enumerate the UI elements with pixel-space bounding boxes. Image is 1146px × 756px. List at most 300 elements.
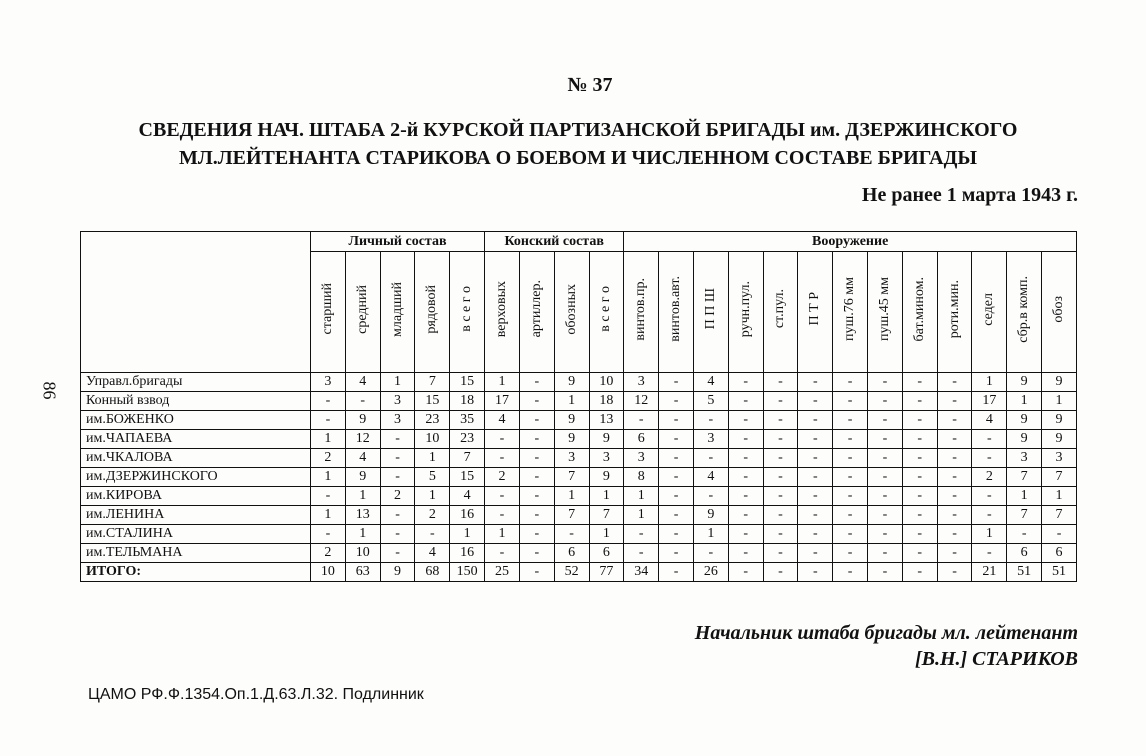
unit-name: им.ТЕЛЬМАНА	[81, 544, 311, 563]
unit-name: им.ДЗЕРЖИНСКОГО	[81, 468, 311, 487]
unit-name: им.ЧКАЛОВА	[81, 449, 311, 468]
table-cell: -	[693, 487, 728, 506]
table-cell: -	[763, 468, 798, 487]
table-cell: 1	[345, 487, 380, 506]
column-header	[972, 252, 1007, 373]
table-cell: -	[868, 449, 903, 468]
table-cell: -	[937, 449, 972, 468]
table-cell: 2	[485, 468, 520, 487]
table-cell: 15	[415, 392, 450, 411]
table-row	[81, 544, 1077, 563]
table-cell: -	[380, 525, 415, 544]
column-header-label: бат.мином.	[911, 276, 927, 342]
table-cell: -	[624, 411, 659, 430]
table-cell: -	[624, 525, 659, 544]
unit-header-cell	[81, 232, 311, 373]
table-cell: -	[519, 430, 554, 449]
column-header	[868, 252, 903, 373]
column-header	[380, 252, 415, 373]
table-cell: 8	[624, 468, 659, 487]
table-cell: 4	[693, 468, 728, 487]
table-cell: -	[728, 525, 763, 544]
table-cell: 2	[311, 449, 346, 468]
table-cell: -	[833, 468, 868, 487]
unit-name: Конный взвод	[81, 392, 311, 411]
table-row	[81, 487, 1077, 506]
table-cell: -	[519, 449, 554, 468]
table-cell: 1	[415, 449, 450, 468]
column-header-label: средний	[354, 284, 370, 334]
column-header	[450, 252, 485, 373]
table-cell: -	[902, 544, 937, 563]
table-cell: -	[519, 525, 554, 544]
table-cell: 3	[624, 373, 659, 392]
total-label: ИТОГО:	[81, 563, 311, 582]
total-row	[81, 563, 1077, 582]
table-cell: 6	[554, 544, 589, 563]
page-number: 86	[39, 381, 60, 400]
table-cell: -	[833, 449, 868, 468]
table-cell: -	[798, 468, 833, 487]
table-cell: 16	[450, 544, 485, 563]
table-cell: -	[728, 411, 763, 430]
column-header-label: старший	[319, 283, 335, 335]
table-cell: -	[868, 544, 903, 563]
table-cell: -	[311, 411, 346, 430]
table-cell: 4	[485, 411, 520, 430]
signature-block	[695, 620, 1078, 672]
column-header-label: седел	[981, 292, 997, 326]
table-cell: -	[937, 468, 972, 487]
table-cell: 63	[345, 563, 380, 582]
table-cell: 1	[311, 506, 346, 525]
column-header	[415, 252, 450, 373]
column-header-label: рядовой	[424, 284, 440, 334]
table-cell: -	[485, 544, 520, 563]
table-cell: 5	[693, 392, 728, 411]
table-cell: 9	[1007, 430, 1042, 449]
table-cell: 25	[485, 563, 520, 582]
table-group-header-row	[81, 232, 1077, 252]
table-cell: 17	[485, 392, 520, 411]
unit-name: им.СТАЛИНА	[81, 525, 311, 544]
table-cell: -	[763, 544, 798, 563]
table-cell: -	[937, 544, 972, 563]
table-cell: -	[833, 563, 868, 582]
table-cell: -	[659, 373, 694, 392]
table-cell: 9	[554, 373, 589, 392]
table-cell: -	[798, 525, 833, 544]
table-cell: 1	[450, 525, 485, 544]
column-header	[554, 252, 589, 373]
table-cell: -	[902, 392, 937, 411]
table-row	[81, 468, 1077, 487]
unit-name: им.ЧАПАЕВА	[81, 430, 311, 449]
table-cell: 3	[1007, 449, 1042, 468]
column-header-label: пуш.76 мм	[842, 277, 858, 341]
column-header	[937, 252, 972, 373]
table-cell: -	[485, 430, 520, 449]
table-cell: -	[380, 449, 415, 468]
table-cell: -	[763, 525, 798, 544]
table-cell: -	[311, 487, 346, 506]
column-header	[1007, 252, 1042, 373]
table-cell: -	[798, 392, 833, 411]
table-cell: -	[798, 487, 833, 506]
table-cell: -	[519, 468, 554, 487]
table-cell: 3	[380, 411, 415, 430]
table-cell: 1	[380, 373, 415, 392]
table-cell: -	[659, 392, 694, 411]
table-cell: 2	[972, 468, 1007, 487]
table-cell: -	[868, 392, 903, 411]
table-cell: 77	[589, 563, 624, 582]
table-cell: -	[902, 525, 937, 544]
table-cell: -	[763, 563, 798, 582]
table-cell: 21	[972, 563, 1007, 582]
table-row	[81, 373, 1077, 392]
table-cell: 4	[450, 487, 485, 506]
table-cell: -	[972, 506, 1007, 525]
table-cell: 52	[554, 563, 589, 582]
column-header-label: пуш.45 мм	[876, 277, 892, 341]
table-cell: -	[902, 411, 937, 430]
table-cell: -	[833, 544, 868, 563]
table-cell: 9	[1007, 373, 1042, 392]
table-cell: -	[833, 392, 868, 411]
table-cell: 34	[624, 563, 659, 582]
column-header-label: П Т Р	[807, 292, 823, 326]
column-header-label: сбр.в комп.	[1016, 275, 1032, 343]
table-cell: 16	[450, 506, 485, 525]
table-cell: 2	[311, 544, 346, 563]
table-cell: -	[519, 563, 554, 582]
table-cell: -	[798, 544, 833, 563]
column-header-label: ст.пул.	[772, 289, 788, 329]
brigade-composition-table	[80, 231, 1077, 582]
table-cell: 3	[589, 449, 624, 468]
table-cell: 3	[554, 449, 589, 468]
column-header	[833, 252, 868, 373]
table-cell: 13	[589, 411, 624, 430]
table-cell: 9	[693, 506, 728, 525]
table-cell: -	[868, 506, 903, 525]
table-cell: 1	[415, 487, 450, 506]
table-cell: -	[798, 449, 833, 468]
table-cell: -	[902, 449, 937, 468]
table-cell: -	[763, 411, 798, 430]
table-cell: -	[659, 468, 694, 487]
table-cell: 4	[972, 411, 1007, 430]
group-header-weapons: Вооружение	[624, 232, 1077, 252]
column-header	[519, 252, 554, 373]
table-cell: 23	[415, 411, 450, 430]
table-cell: 4	[345, 449, 380, 468]
table-cell: -	[972, 487, 1007, 506]
table-cell: 4	[693, 373, 728, 392]
table-cell: -	[728, 392, 763, 411]
column-header	[624, 252, 659, 373]
table-cell: -	[902, 468, 937, 487]
table-cell: 51	[1007, 563, 1042, 582]
table-cell: 150	[450, 563, 485, 582]
unit-name: им.ЛЕНИНА	[81, 506, 311, 525]
table-cell: 6	[1042, 544, 1077, 563]
table-cell: 12	[624, 392, 659, 411]
table-cell: 9	[554, 430, 589, 449]
table-cell: -	[380, 468, 415, 487]
table-cell: 4	[415, 544, 450, 563]
table-cell: -	[311, 392, 346, 411]
title-line-1: СВЕДЕНИЯ НАЧ. ШТАБА 2-й КУРСКОЙ ПАРТИЗАНСКОЙ БРИГАДЫ им. ДЗЕРЖИНСКОГО	[138, 119, 1018, 141]
table-cell: 18	[450, 392, 485, 411]
table-cell: -	[519, 487, 554, 506]
column-header-label: младший	[389, 281, 405, 337]
table-cell: -	[763, 373, 798, 392]
table-cell: 7	[554, 468, 589, 487]
column-header-label: П П Ш	[702, 288, 718, 330]
table-cell: -	[798, 411, 833, 430]
table-cell: -	[728, 430, 763, 449]
table-cell: -	[624, 544, 659, 563]
table-cell: -	[972, 430, 1007, 449]
table-cell: -	[659, 563, 694, 582]
table-cell: -	[868, 563, 903, 582]
group-header-horses: Конский состав	[485, 232, 624, 252]
table-cell: 9	[589, 430, 624, 449]
table-cell: -	[345, 392, 380, 411]
table-cell: -	[763, 487, 798, 506]
table-cell: -	[763, 506, 798, 525]
table-cell: -	[937, 373, 972, 392]
table-cell: 7	[589, 506, 624, 525]
column-header	[902, 252, 937, 373]
table-cell: -	[380, 506, 415, 525]
table-cell: -	[868, 468, 903, 487]
table-cell: -	[937, 392, 972, 411]
table-cell: -	[868, 411, 903, 430]
table-cell: 1	[345, 525, 380, 544]
table-cell: 3	[1042, 449, 1077, 468]
title-line-2: МЛ.ЛЕЙТЕНАНТА СТАРИКОВА О БОЕВОМ И ЧИСЛЕННОМ СОСТАВЕ БРИГАДЫ	[178, 147, 978, 169]
table-cell: -	[937, 506, 972, 525]
table-cell: -	[937, 487, 972, 506]
table-cell: 10	[589, 373, 624, 392]
column-header	[345, 252, 380, 373]
table-cell: -	[972, 544, 1007, 563]
table-cell: -	[833, 525, 868, 544]
column-header-label: обозных	[563, 283, 579, 335]
table-cell: 1	[972, 525, 1007, 544]
group-header-personnel: Личный состав	[311, 232, 485, 252]
table-cell: -	[659, 487, 694, 506]
table-cell: 1	[1042, 392, 1077, 411]
table-cell: -	[937, 563, 972, 582]
table-cell: -	[937, 411, 972, 430]
table-cell: -	[902, 506, 937, 525]
table-cell: -	[693, 411, 728, 430]
column-header-label: верховых	[493, 280, 509, 338]
table-cell: 1	[624, 506, 659, 525]
table-cell: -	[1007, 525, 1042, 544]
unit-name: им.БОЖЕНКО	[81, 411, 311, 430]
column-header	[311, 252, 346, 373]
table-body	[81, 373, 1077, 582]
table-cell: -	[659, 430, 694, 449]
table-cell: -	[728, 563, 763, 582]
table-cell: 2	[380, 487, 415, 506]
table-cell: -	[311, 525, 346, 544]
table-cell: 12	[345, 430, 380, 449]
table-cell: 1	[311, 430, 346, 449]
table-cell: -	[972, 449, 1007, 468]
table-cell: 9	[345, 411, 380, 430]
column-header-label: в с е г о	[598, 286, 614, 332]
table-row	[81, 525, 1077, 544]
table-cell: 9	[1042, 430, 1077, 449]
table-cell: -	[519, 373, 554, 392]
table-row	[81, 506, 1077, 525]
table-cell: -	[833, 373, 868, 392]
table-cell: 1	[554, 487, 589, 506]
table-row	[81, 449, 1077, 468]
table-cell: 23	[450, 430, 485, 449]
table-cell: 9	[380, 563, 415, 582]
table-cell: -	[1042, 525, 1077, 544]
table-cell: -	[902, 430, 937, 449]
table-cell: 10	[311, 563, 346, 582]
table-cell: -	[380, 430, 415, 449]
table-cell: 9	[1007, 411, 1042, 430]
table-cell: -	[728, 506, 763, 525]
table-cell: 1	[554, 392, 589, 411]
column-header-label: винтов.пр.	[633, 277, 649, 341]
column-header	[659, 252, 694, 373]
table-cell: 35	[450, 411, 485, 430]
table-cell: 10	[415, 430, 450, 449]
column-header	[589, 252, 624, 373]
table-cell: 9	[345, 468, 380, 487]
table-cell: 17	[972, 392, 1007, 411]
table-cell: 1	[972, 373, 1007, 392]
table-cell: -	[833, 411, 868, 430]
table-cell: -	[728, 373, 763, 392]
column-header-label: в с е г о	[459, 286, 475, 332]
archive-source: ЦАМО РФ.Ф.1354.Оп.1.Д.63.Л.32. Подлинник	[88, 686, 424, 703]
column-header	[485, 252, 520, 373]
table-cell: -	[659, 411, 694, 430]
document-date: Не ранее 1 марта 1943 г.	[861, 184, 1078, 206]
signature-name: [В.Н.] СТАРИКОВ	[914, 648, 1078, 670]
document-number: № 37	[567, 74, 613, 96]
table-cell: -	[380, 544, 415, 563]
column-header-label: винтов.авт.	[668, 276, 684, 342]
table-cell: 1	[485, 525, 520, 544]
table-cell: 10	[345, 544, 380, 563]
table-cell: 7	[415, 373, 450, 392]
table-cell: -	[693, 544, 728, 563]
table-cell: -	[763, 392, 798, 411]
table-cell: 9	[554, 411, 589, 430]
column-header-label: обоз	[1051, 295, 1067, 323]
table-cell: -	[937, 430, 972, 449]
table-cell: -	[868, 525, 903, 544]
table-cell: 2	[415, 506, 450, 525]
column-header-label: артиллер.	[528, 280, 544, 338]
table-cell: -	[519, 506, 554, 525]
table-cell: 7	[1042, 468, 1077, 487]
table-row	[81, 411, 1077, 430]
table-cell: -	[728, 468, 763, 487]
column-header	[728, 252, 763, 373]
column-header	[798, 252, 833, 373]
column-header	[693, 252, 728, 373]
table-cell: 9	[1042, 411, 1077, 430]
table-cell: 51	[1042, 563, 1077, 582]
table-cell: 15	[450, 468, 485, 487]
table-cell: 68	[415, 563, 450, 582]
column-header-label: ручн.пул.	[737, 280, 753, 338]
table-cell: -	[554, 525, 589, 544]
table-cell: 1	[693, 525, 728, 544]
table-cell: -	[659, 449, 694, 468]
table-cell: -	[902, 373, 937, 392]
table-cell: -	[833, 487, 868, 506]
column-header-label: роти.мин.	[946, 279, 962, 339]
table-cell: -	[659, 506, 694, 525]
column-header	[1042, 252, 1077, 373]
table-cell: 4	[345, 373, 380, 392]
table-cell: -	[937, 525, 972, 544]
table-cell: -	[728, 449, 763, 468]
table-cell: 1	[624, 487, 659, 506]
table-cell: -	[485, 506, 520, 525]
table-cell: 1	[1007, 487, 1042, 506]
table-cell: -	[519, 544, 554, 563]
table-cell: 3	[624, 449, 659, 468]
table-cell: 15	[450, 373, 485, 392]
table-cell: 6	[1007, 544, 1042, 563]
table-cell: -	[659, 544, 694, 563]
table-cell: 1	[1007, 392, 1042, 411]
unit-name: им.КИРОВА	[81, 487, 311, 506]
table-cell: 1	[589, 525, 624, 544]
table-cell: 9	[589, 468, 624, 487]
table-cell: 3	[693, 430, 728, 449]
column-header	[763, 252, 798, 373]
table-cell: -	[868, 487, 903, 506]
table-cell: 13	[345, 506, 380, 525]
table-cell: -	[833, 430, 868, 449]
table-cell: 7	[1007, 506, 1042, 525]
table-row	[81, 392, 1077, 411]
signature-position: Начальник штаба бригады мл. лейтенант	[694, 622, 1078, 644]
table-cell: 9	[1042, 373, 1077, 392]
table-row	[81, 430, 1077, 449]
table-cell: -	[415, 525, 450, 544]
table-cell: 7	[1042, 506, 1077, 525]
table-cell: -	[902, 563, 937, 582]
table-cell: -	[868, 373, 903, 392]
table-cell: -	[833, 506, 868, 525]
table-cell: 1	[485, 373, 520, 392]
table-cell: -	[693, 449, 728, 468]
table-cell: 3	[311, 373, 346, 392]
table-cell: -	[728, 544, 763, 563]
table-cell: -	[519, 392, 554, 411]
table-cell: 1	[1042, 487, 1077, 506]
table-cell: -	[798, 430, 833, 449]
